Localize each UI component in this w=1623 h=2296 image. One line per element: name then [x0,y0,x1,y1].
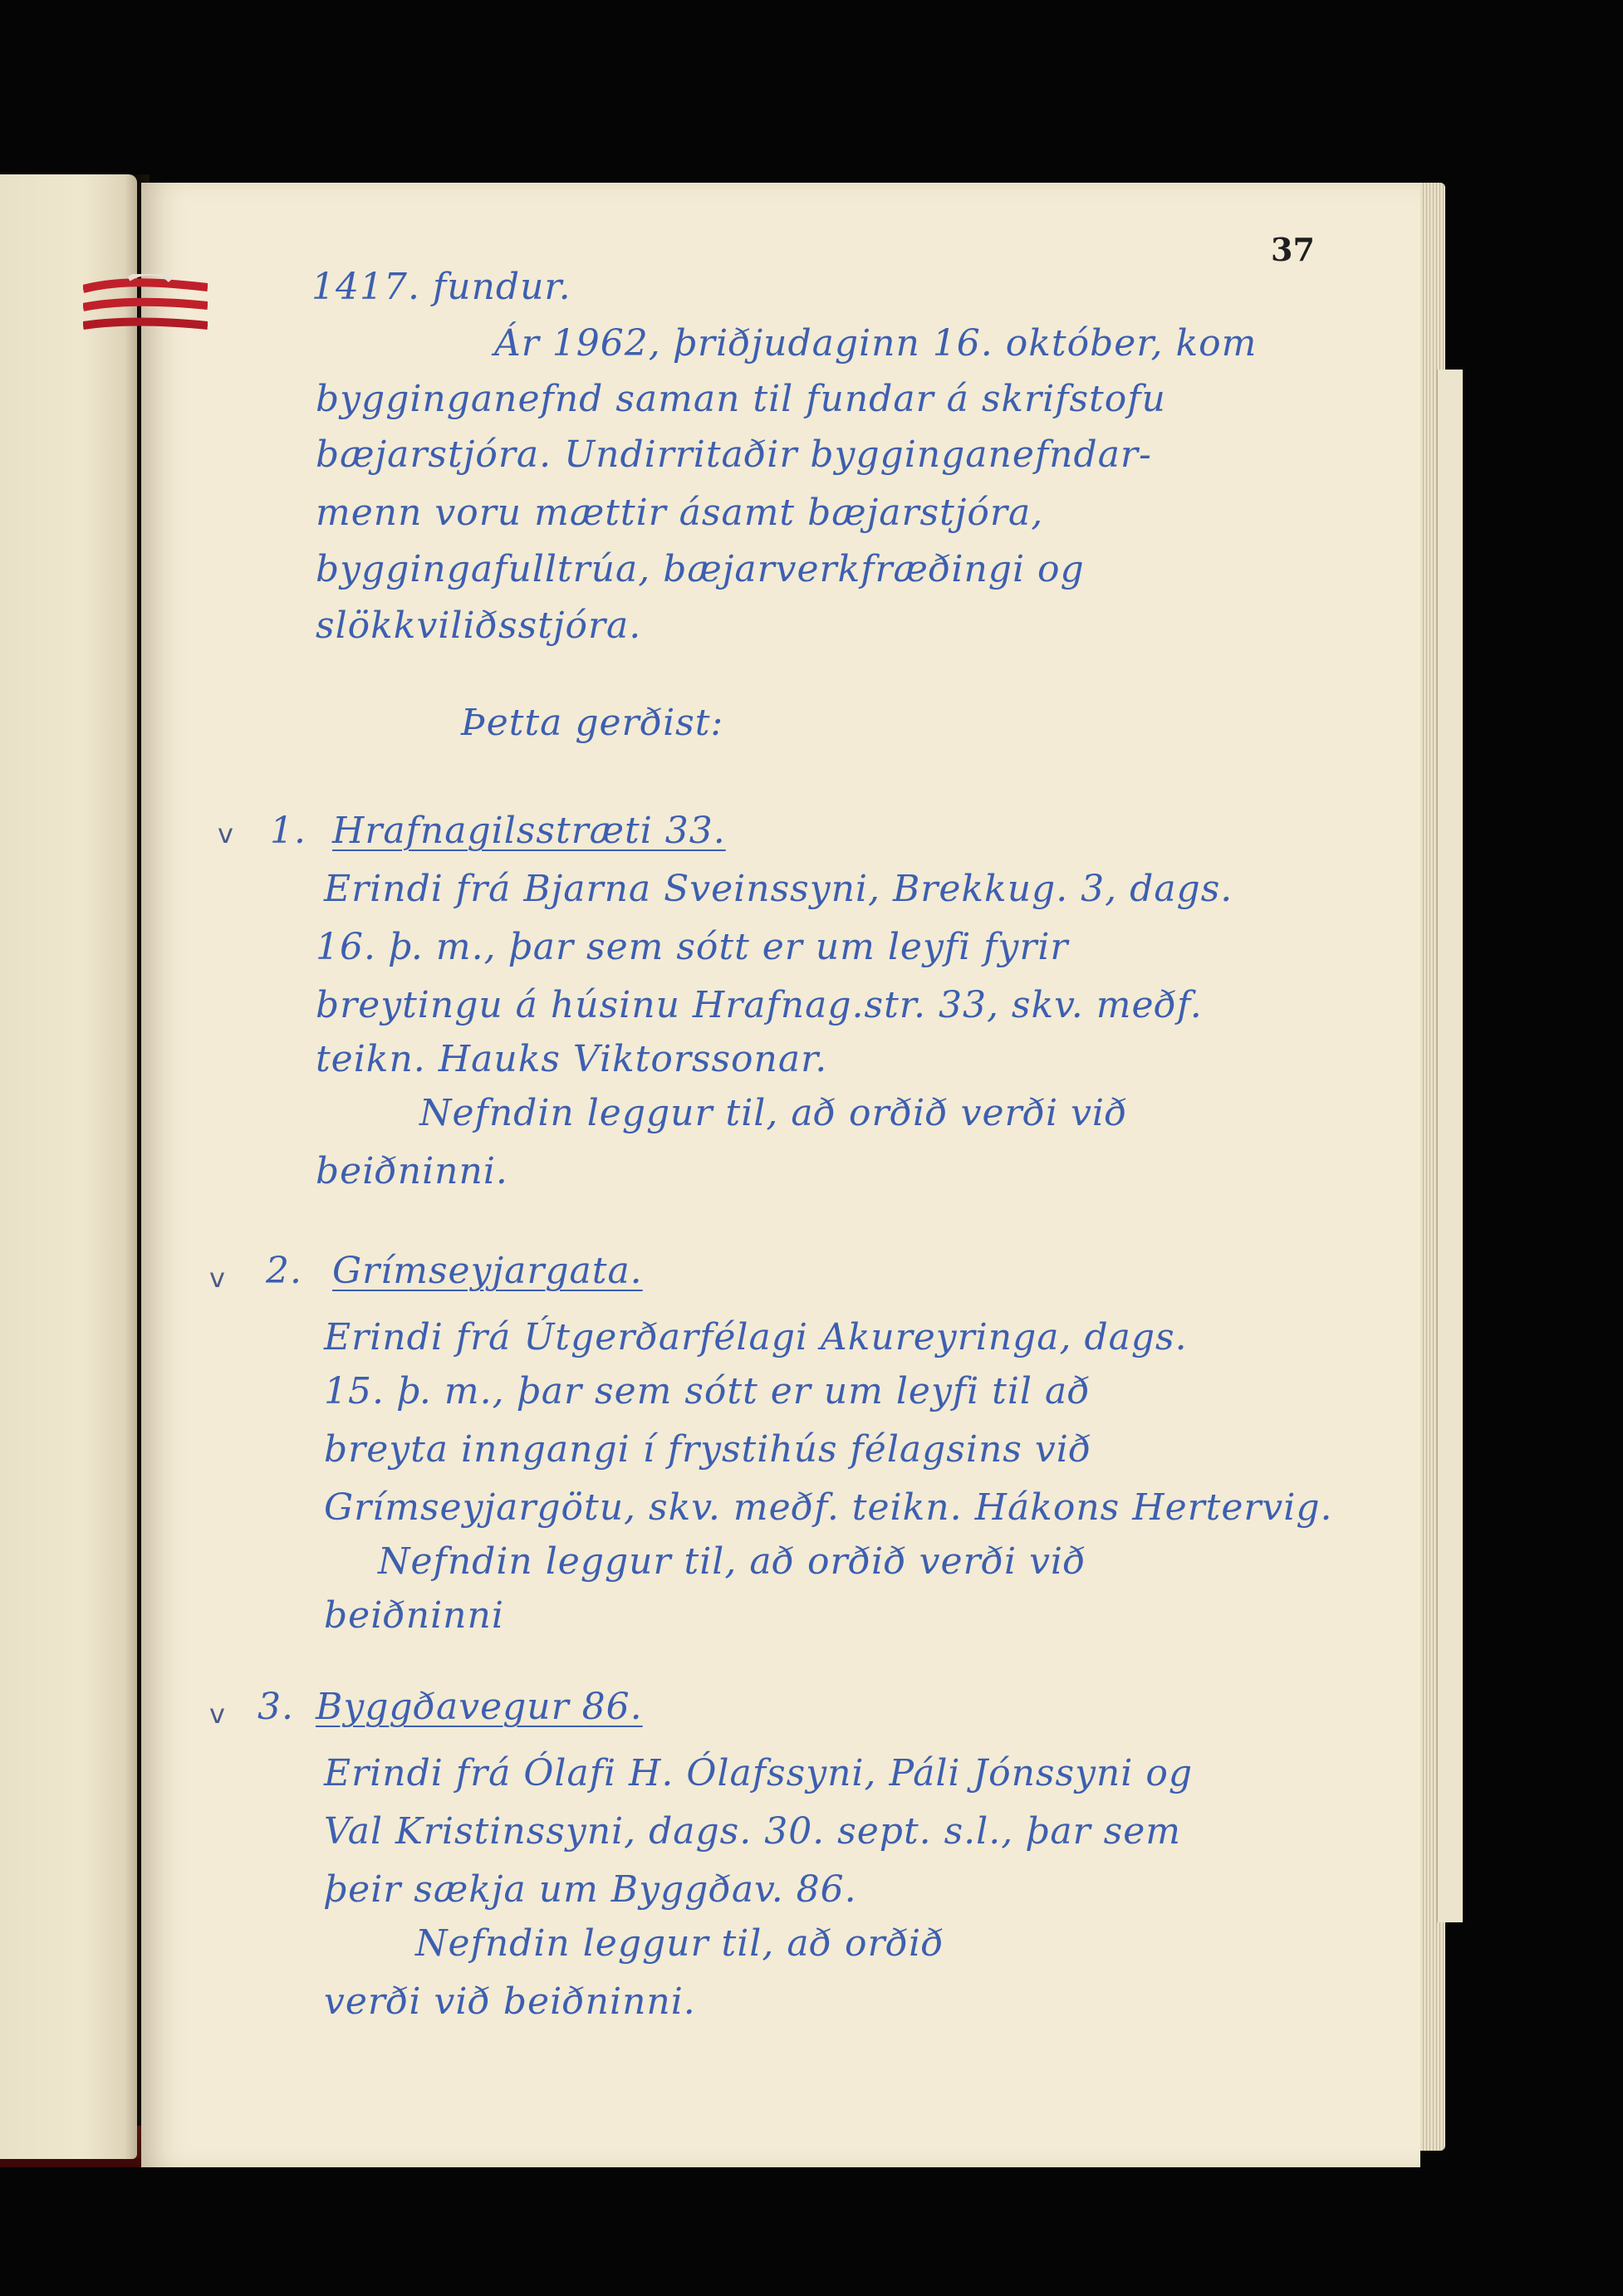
check-mark: v [209,1262,225,1294]
item-line: 15. þ. m., þar sem sótt er um leyfi til að [324,1370,1091,1412]
meeting-heading: 1417. fundur. [311,266,571,308]
section-heading: Þetta gerðist: [461,702,724,744]
item-line: 16. þ. m., þar sem sótt er um leyfi fyrir [316,926,1069,968]
binding-thread-icon [83,274,208,340]
item-resolution: beiðninni. [316,1150,508,1192]
item-line: Erindi frá Útgerðarfélagi Akureyringa, dags. [324,1316,1188,1359]
item-line: Val Kristinssyni, dags. 30. sept. s.l., þar sem [324,1810,1181,1853]
item-title: Grímseyjargata. [332,1250,643,1292]
item-resolution: Nefndin leggur til, að orðið verði við [419,1092,1128,1134]
check-mark: v [209,1698,225,1730]
item-resolution: verði við beiðninni. [324,1980,696,2023]
intro-line-3: bæjarstjóra. Undirritaðir bygginganefndar- [316,433,1152,476]
item-number: 1. [270,810,306,852]
left-page [0,174,137,2159]
item-resolution: Nefndin leggur til, að orðið [415,1922,944,1965]
item-line: teikn. Hauks Viktorssonar. [316,1038,828,1080]
page-number: 37 [1271,231,1315,268]
intro-line-6: slökkviliðsstjóra. [316,605,642,647]
item-line: Erindi frá Bjarna Sveinssyni, Brekkug. 3, dags. [324,868,1233,910]
item-resolution: beiðninni [324,1594,504,1637]
intro-line-5: byggingafulltrúa, bæjarverkfræðingi og [316,548,1085,590]
item-title: Byggðavegur 86. [316,1686,643,1728]
item-line: breytingu á húsinu Hrafnag.str. 33, skv. meðf. [316,984,1203,1026]
intro-line-1: Ár 1962, þriðjudaginn 16. október, kom [494,322,1258,365]
item-line: Erindi frá Ólafi H. Ólafssyni, Páli Jónssyni og [324,1752,1193,1794]
item-line: þeir sækja um Byggðav. 86. [324,1868,857,1911]
check-mark: v [218,818,233,849]
item-resolution: Nefndin leggur til, að orðið verði við [378,1540,1086,1583]
item-title: Hrafnagilsstræti 33. [332,810,726,852]
item-line: Grímseyjargötu, skv. meðf. teikn. Hákons Hertervig. [324,1486,1333,1529]
item-number: 2. [266,1250,302,1292]
loose-sheet-edge [1437,370,1463,1922]
intro-line-2: bygginganefnd saman til fundar á skrifstofu [316,378,1166,420]
intro-line-4: menn voru mættir ásamt bæjarstjóra, [316,492,1044,534]
item-number: 3. [257,1686,294,1728]
item-line: breyta inngangi í frystihús félagsins við [324,1428,1092,1471]
